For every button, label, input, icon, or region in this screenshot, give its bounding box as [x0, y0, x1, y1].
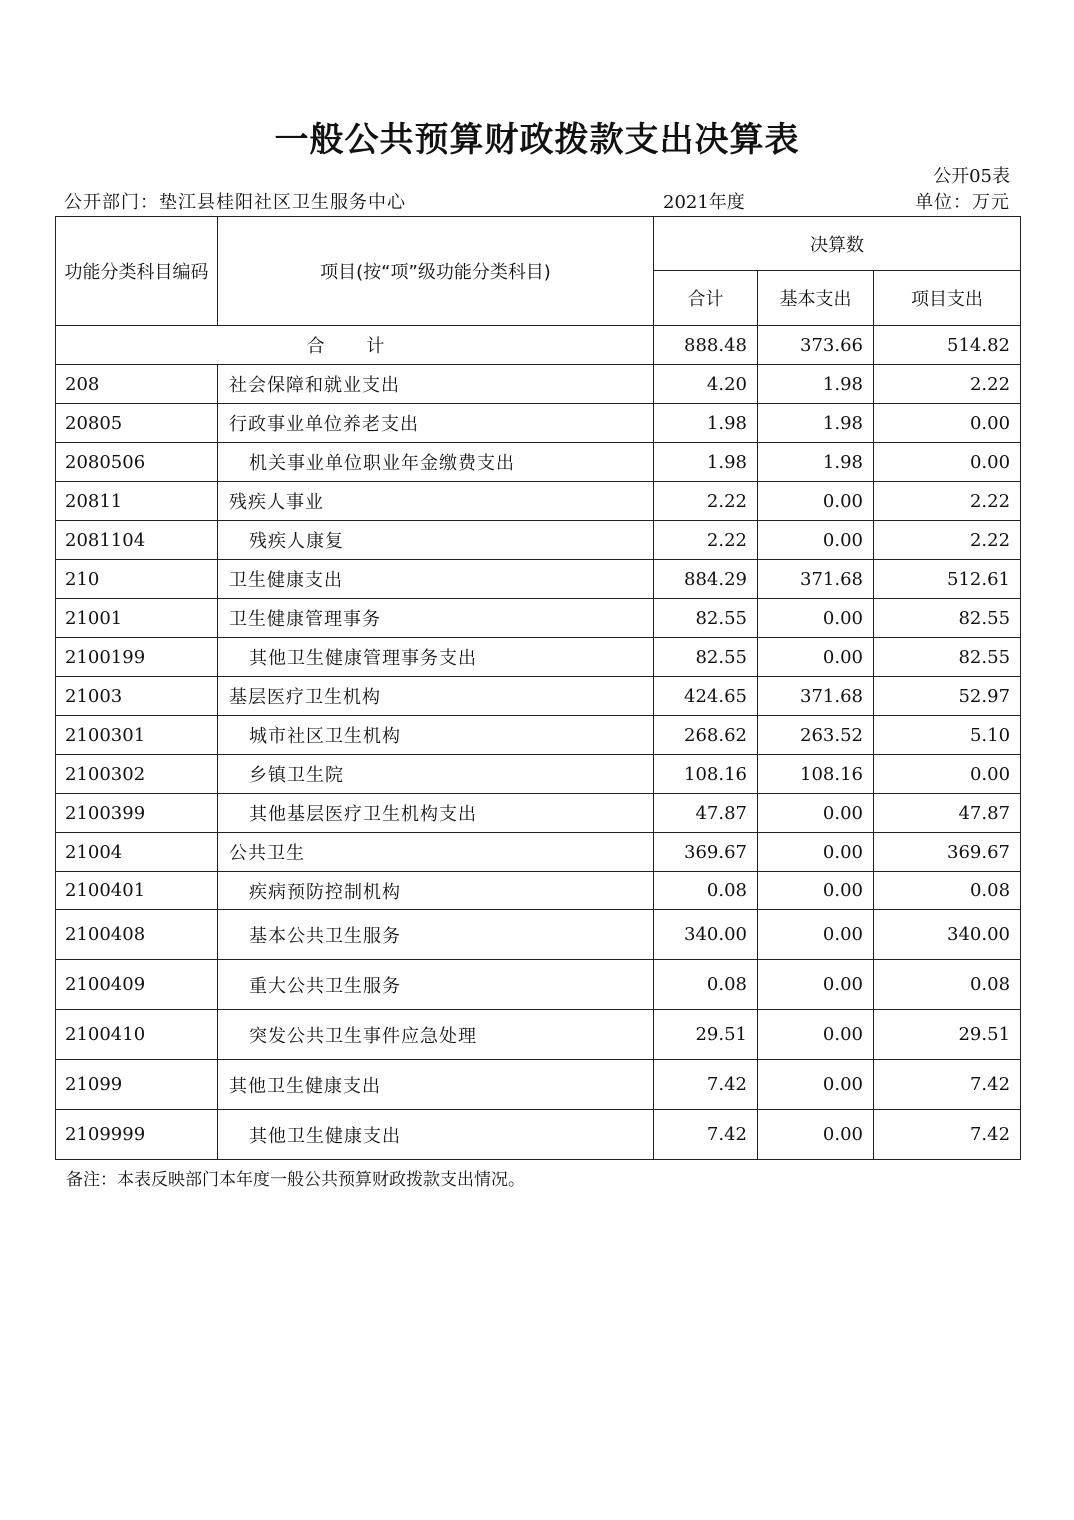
row-project: 7.42 [874, 1110, 1021, 1160]
row-total: 268.62 [654, 716, 758, 755]
row-code: 21001 [56, 599, 218, 638]
row-code: 2109999 [56, 1110, 218, 1160]
row-project: 82.55 [874, 599, 1021, 638]
table-row [56, 521, 1021, 560]
table-row [56, 1010, 1021, 1060]
table-row [56, 910, 1021, 960]
table-row [56, 1060, 1021, 1110]
row-basic: 0.00 [758, 638, 874, 677]
table-row [56, 755, 1021, 794]
row-total: 0.08 [654, 872, 758, 910]
row-project: 5.10 [874, 716, 1021, 755]
row-basic: 0.00 [758, 1010, 874, 1060]
row-name: 公共卫生 [218, 833, 654, 872]
table-row [56, 443, 1021, 482]
header-basic: 基本支出 [758, 271, 874, 326]
row-basic: 371.68 [758, 560, 874, 599]
row-total: 369.67 [654, 833, 758, 872]
row-code: 208 [56, 365, 218, 404]
page-title: 一般公共预算财政拨款支出决算表 [274, 120, 800, 160]
table-row [56, 365, 1021, 404]
row-code: 2100301 [56, 716, 218, 755]
row-code: 20805 [56, 404, 218, 443]
table-body [56, 326, 1021, 1160]
row-basic: 371.68 [758, 677, 874, 716]
header-group: 决算数 [654, 217, 1021, 271]
row-total: 2.22 [654, 482, 758, 521]
row-project: 7.42 [874, 1060, 1021, 1110]
row-code: 2100409 [56, 960, 218, 1010]
row-basic: 263.52 [758, 716, 874, 755]
row-basic: 1.98 [758, 404, 874, 443]
row-basic: 0.00 [758, 599, 874, 638]
row-basic: 0.00 [758, 872, 874, 910]
row-basic: 0.00 [758, 1110, 874, 1160]
row-project: 47.87 [874, 794, 1021, 833]
row-project: 82.55 [874, 638, 1021, 677]
row-name: 其他卫生健康支出 [218, 1110, 654, 1160]
row-basic: 1.98 [758, 365, 874, 404]
row-code: 2100199 [56, 638, 218, 677]
row-code: 21003 [56, 677, 218, 716]
row-name: 卫生健康管理事务 [218, 599, 654, 638]
row-project: 2.22 [874, 365, 1021, 404]
meta-line [64, 188, 1010, 214]
row-name: 机关事业单位职业年金缴费支出 [218, 443, 654, 482]
table-row [56, 872, 1021, 910]
row-total: 7.42 [654, 1110, 758, 1160]
row-name: 乡镇卫生院 [218, 755, 654, 794]
row-code: 210 [56, 560, 218, 599]
row-project: 0.00 [874, 755, 1021, 794]
row-total: 29.51 [654, 1010, 758, 1060]
row-name: 其他卫生健康管理事务支出 [218, 638, 654, 677]
row-project: 0.00 [874, 443, 1021, 482]
total-row [56, 326, 1021, 365]
header-code: 功能分类科目编码 [56, 217, 218, 326]
row-basic: 0.00 [758, 833, 874, 872]
row-name: 其他基层医疗卫生机构支出 [218, 794, 654, 833]
row-code: 21099 [56, 1060, 218, 1110]
expenditure-table [55, 216, 1021, 1160]
row-total: 884.29 [654, 560, 758, 599]
table-row [56, 960, 1021, 1010]
header-project: 项目支出 [874, 271, 1021, 326]
table-row [56, 638, 1021, 677]
table-row [56, 833, 1021, 872]
row-name: 行政事业单位养老支出 [218, 404, 654, 443]
total-label: 合 计 [56, 326, 654, 365]
row-basic: 0.00 [758, 910, 874, 960]
row-code: 2100302 [56, 755, 218, 794]
row-total: 82.55 [654, 599, 758, 638]
row-name: 残疾人康复 [218, 521, 654, 560]
row-total: 1.98 [654, 404, 758, 443]
table-row [56, 716, 1021, 755]
row-name: 卫生健康支出 [218, 560, 654, 599]
row-total: 4.20 [654, 365, 758, 404]
row-code: 2100399 [56, 794, 218, 833]
table-row [56, 1110, 1021, 1160]
row-project: 2.22 [874, 482, 1021, 521]
table-row [56, 404, 1021, 443]
row-basic: 0.00 [758, 794, 874, 833]
row-project: 340.00 [874, 910, 1021, 960]
row-code: 2100408 [56, 910, 218, 960]
row-project: 512.61 [874, 560, 1021, 599]
row-code: 2080506 [56, 443, 218, 482]
table-row [56, 599, 1021, 638]
row-total: 0.08 [654, 960, 758, 1010]
row-project: 0.08 [874, 872, 1021, 910]
row-code: 2081104 [56, 521, 218, 560]
row-total: 1.98 [654, 443, 758, 482]
row-name: 城市社区卫生机构 [218, 716, 654, 755]
row-project: 29.51 [874, 1010, 1021, 1060]
total-project: 514.82 [874, 326, 1021, 365]
row-code: 20811 [56, 482, 218, 521]
row-basic: 0.00 [758, 1060, 874, 1110]
total-total: 888.48 [654, 326, 758, 365]
row-code: 2100401 [56, 872, 218, 910]
row-name: 基层医疗卫生机构 [218, 677, 654, 716]
row-total: 82.55 [654, 638, 758, 677]
row-name: 残疾人事业 [218, 482, 654, 521]
total-basic: 373.66 [758, 326, 874, 365]
row-name: 疾病预防控制机构 [218, 872, 654, 910]
row-project: 369.67 [874, 833, 1021, 872]
table-row [56, 677, 1021, 716]
header-total: 合计 [654, 271, 758, 326]
unit-label: 单位：万元 [915, 192, 1010, 213]
row-name: 基本公共卫生服务 [218, 910, 654, 960]
row-basic: 0.00 [758, 960, 874, 1010]
row-basic: 1.98 [758, 443, 874, 482]
row-name: 重大公共卫生服务 [218, 960, 654, 1010]
table-row [56, 560, 1021, 599]
footnote: 备注：本表反映部门本年度一般公共预算财政拨款支出情况。 [66, 1170, 525, 1190]
row-project: 0.00 [874, 404, 1021, 443]
department-label: 公开部门：垫江县桂阳社区卫生服务中心 [64, 192, 406, 213]
row-project: 52.97 [874, 677, 1021, 716]
row-basic: 108.16 [758, 755, 874, 794]
row-name: 社会保障和就业支出 [218, 365, 654, 404]
row-code: 21004 [56, 833, 218, 872]
form-number: 公开05表 [933, 166, 1010, 187]
table-row [56, 482, 1021, 521]
row-code: 2100410 [56, 1010, 218, 1060]
row-total: 340.00 [654, 910, 758, 960]
row-project: 0.08 [874, 960, 1021, 1010]
row-basic: 0.00 [758, 482, 874, 521]
row-total: 2.22 [654, 521, 758, 560]
row-name: 其他卫生健康支出 [218, 1060, 654, 1110]
row-total: 47.87 [654, 794, 758, 833]
row-total: 108.16 [654, 755, 758, 794]
row-project: 2.22 [874, 521, 1021, 560]
row-total: 424.65 [654, 677, 758, 716]
year-label: 2021年度 [663, 192, 745, 213]
row-basic: 0.00 [758, 521, 874, 560]
header-name: 项目(按“项”级功能分类科目) [218, 217, 654, 326]
row-total: 7.42 [654, 1060, 758, 1110]
row-name: 突发公共卫生事件应急处理 [218, 1010, 654, 1060]
table-row [56, 794, 1021, 833]
